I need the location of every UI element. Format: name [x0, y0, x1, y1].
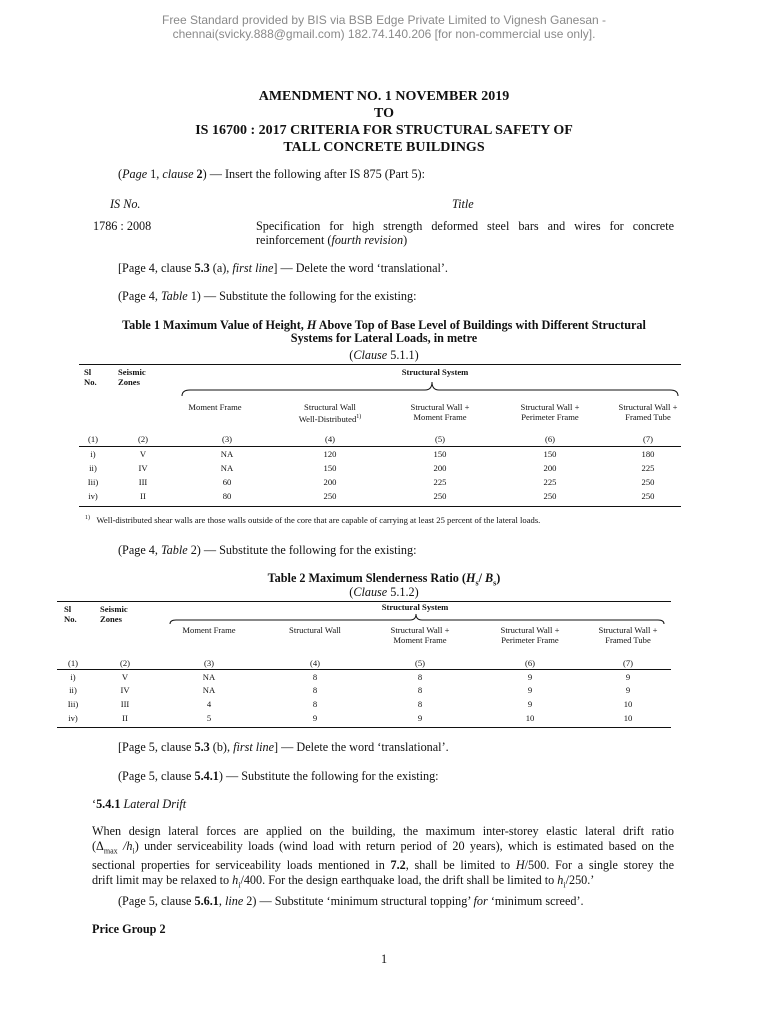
section-heading: ‘5.4.1 Lateral Drift: [92, 797, 187, 811]
table-2-bottom-rule: [57, 727, 671, 728]
table-2-col-moment-frame: Moment Frame: [182, 625, 236, 635]
t2-colnum: (1): [67, 658, 79, 668]
t2-colnum: (4): [309, 658, 321, 668]
table-2-zones: Zones: [100, 614, 122, 624]
table-2-header-rule: [57, 669, 671, 670]
standard-title-line-1: IS 16700 : 2017 CRITERIA FOR STRUCTURAL SAFETY OF: [195, 123, 573, 138]
table-1-caption-line-2: Systems for Lateral Loads, in metre: [290, 331, 478, 345]
table-2-brace: [168, 612, 668, 626]
t1-colnum: (7): [642, 434, 654, 444]
table-1-top-rule: [79, 364, 681, 365]
table-2-sl: Sl: [64, 604, 72, 614]
ref-title-line-1: Specification for high strength deformed steel bars and wires for concrete: [256, 219, 674, 233]
t1-colnum: (1): [87, 434, 99, 444]
t2-colnum: (5): [414, 658, 426, 668]
t1-colnum: (6): [544, 434, 556, 444]
standard-title-line-2: TALL CONCRETE BUILDINGS: [283, 140, 485, 155]
table-2-col-wall-moment-frame: Structural Wall + Moment Frame: [390, 625, 450, 645]
table-1-col-wall-framed-tube: Structural Wall + Framed Tube: [618, 402, 678, 422]
t2-colnum: (7): [622, 658, 634, 668]
table-1-body: i) V NA 120 150 150 180 ii) IV NA 150 200 200 225 Iii) III 60 200 225 225 250 iv) II 80 250 250 250 250: [87, 449, 655, 501]
ref-col-title: Title: [452, 197, 474, 211]
t1-colnum: (5): [434, 434, 446, 444]
t2-colnum: (6): [524, 658, 536, 668]
t2-colnum: (2): [119, 658, 131, 668]
ref-col-is-no: IS No.: [110, 197, 141, 211]
table-2-col-wall-framed-tube: Structural Wall + Framed Tube: [598, 625, 658, 645]
table-1-bottom-rule: [79, 506, 681, 507]
instruction-substitute-5-6-1: (Page 5, clause 5.6.1, line 2) — Substitute ‘minimum structural topping’ for ‘minimum screed’.: [118, 894, 584, 908]
ref-title-line-2: reinforcement (fourth revision): [256, 233, 408, 247]
table-1-clause: (Clause 5.1.1): [349, 348, 419, 362]
watermark: [0, 13, 768, 41]
table-2-no: No.: [64, 614, 77, 624]
ref-is-number: 1786 : 2008: [93, 219, 152, 233]
t1-colnum: (3): [221, 434, 233, 444]
table-2-clause: (Clause 5.1.2): [349, 585, 419, 599]
table-2-col-wall-perimeter-frame: Structural Wall + Perimeter Frame: [500, 625, 560, 645]
instruction-substitute-5-4-1: (Page 5, clause 5.4.1) — Substitute the following for the existing:: [118, 769, 439, 783]
table-1-no: No.: [84, 377, 97, 387]
t2-colnum: (3): [203, 658, 215, 668]
table-1-col-wall-moment-frame: Structural Wall + Moment Frame: [410, 402, 470, 422]
page-number: 1: [380, 952, 388, 966]
table-2-structural-system: Structural System: [381, 602, 449, 612]
table-2-col-structural-wall: Structural Wall: [289, 625, 341, 635]
table-2-body: i) V NA 8 8 9 9 ii) IV NA 8 8 9 9 Iii) III 4 8 8 9 10 iv) II 5 9 9 10 10: [67, 672, 633, 723]
table-2-caption: Table 2 Maximum Slenderness Ratio ($H_s/$ $B_s$): [267, 571, 501, 588]
t1-colnum: (4): [324, 434, 336, 444]
table-1-structural-system: Structural System: [401, 367, 469, 377]
table-1-brace: [180, 378, 680, 400]
table-1-footnote: $^{1)}$ Well-distributed shear walls are those walls outside of the core that are capable of carrying at least 25 percent of the lateral loads.: [85, 514, 541, 525]
table-1-header-rule: [79, 446, 681, 447]
watermark-line-1: Free Standard provided by BIS via BSB Edge Private Limited to Vignesh Ganesan -: [161, 13, 607, 27]
instruction-delete-5-3b: [Page 5, clause 5.3 (b), first line] — Delete the word ‘translational’.: [118, 740, 449, 754]
instruction-insert: (Page 1, clause 2) — Insert the following after IS 875 (Part 5):: [118, 167, 425, 181]
table-2-seismic: Seismic: [100, 604, 128, 614]
table-1-col-wall-perimeter-frame: Structural Wall + Perimeter Frame: [520, 402, 580, 422]
table-1-seismic: Seismic: [118, 367, 146, 377]
table-1-sl: Sl: [84, 367, 92, 377]
t1-colnum: (2): [137, 434, 149, 444]
table-1-col-wall-well-distributed: Structural Wall Well-Distributed$^{1)}$: [298, 402, 362, 424]
amendment-to: TO: [374, 106, 394, 121]
instruction-table-1: (Page 4, Table 1) — Substitute the following for the existing:: [118, 289, 417, 303]
instruction-table-2: (Page 4, Table 2) — Substitute the following for the existing:: [118, 543, 417, 557]
watermark-line-2: chennai(svicky.888@gmail.com) 182.74.140.206 [for non-commercial use only].: [172, 27, 596, 41]
table-1-col-moment-frame: Moment Frame: [188, 402, 242, 412]
amendment-title: AMENDMENT NO. 1 NOVEMBER 2019: [258, 89, 510, 104]
table-1-caption-line-1: Table 1 Maximum Value of Height, H Above Top of Base Level of Buildings with Different Structural: [122, 318, 646, 332]
table-1-zones: Zones: [118, 377, 140, 387]
lateral-drift-paragraph: When design lateral forces are applied on the building, the maximum inter-storey elastic lateral drift ratio ($\Delta_{max}$ $/h_i$) under serviceability loads (wind load with return period of 20 years), which is estimated based on the sectional properties for serviceability loads mentioned in 7.2, shall be limited to H/500. For a single storey the drift limit may be relaxed to $h_i/400$. For the design earthquake load, the drift shall be limited to $h_i/250$.’: [92, 824, 675, 890]
instruction-delete-5-3a: [Page 4, clause 5.3 (a), first line] — Delete the word ‘translational’.: [118, 261, 448, 275]
price-group: Price Group 2: [92, 922, 166, 936]
